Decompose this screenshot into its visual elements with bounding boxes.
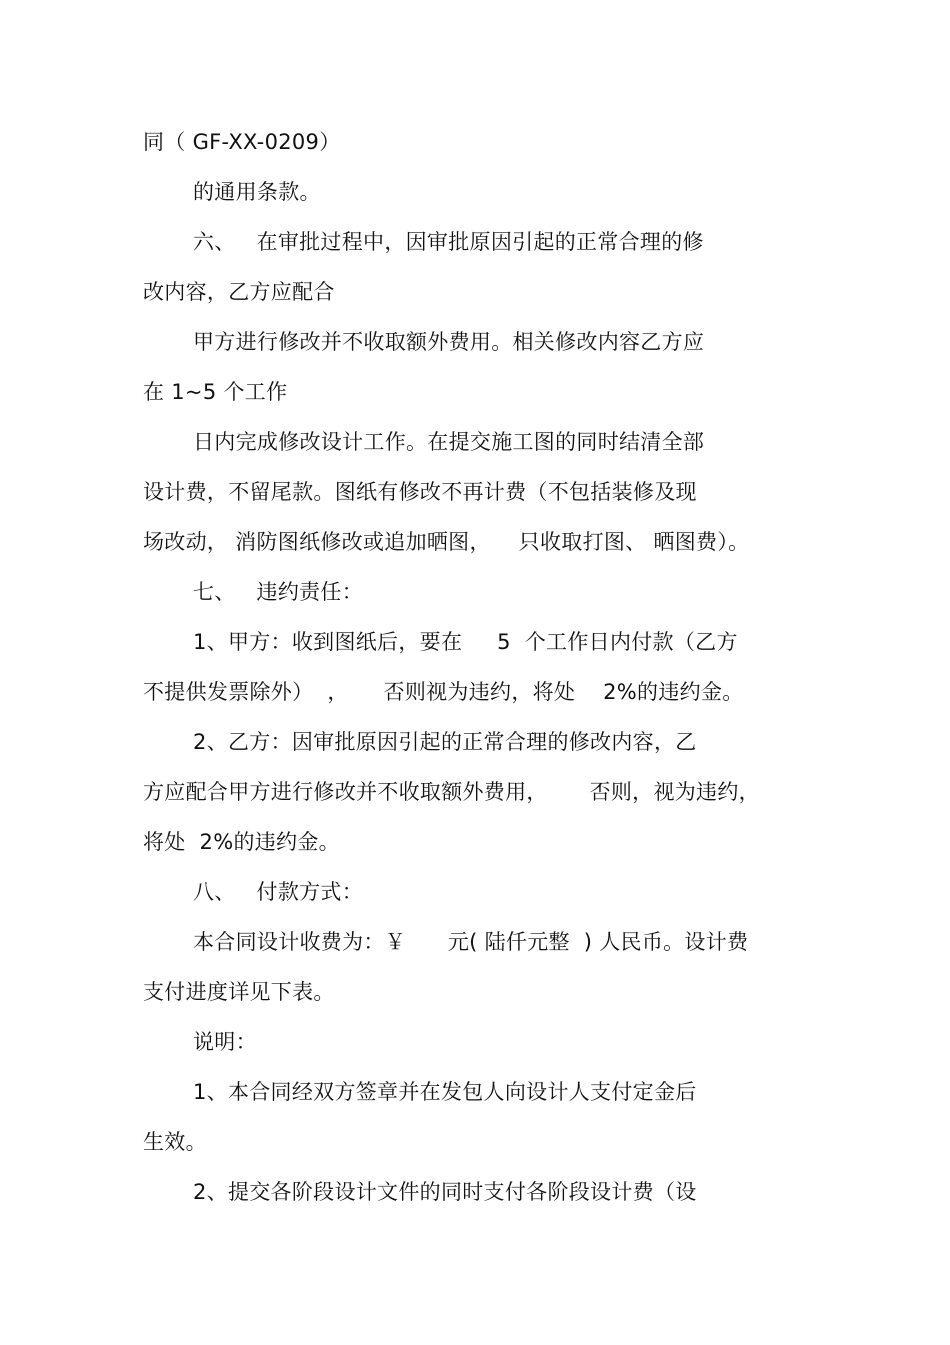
text-line: 设计费，不留尾款。图纸有修改不再计费（不包括装修及现	[143, 480, 697, 504]
text-line: 日内完成修改设计工作。在提交施工图的同时结清全部	[193, 430, 705, 454]
text-line: 方应配合甲方进行修改并不收取额外费用， 否则，视为违约，	[143, 780, 760, 804]
text-line: 同（ GF-XX-0209）	[143, 130, 341, 154]
text-line: 场改动， 消防图纸修改或追加晒图， 只收取打图、 晒图费）。	[143, 530, 750, 554]
section-heading-7: 七、 违约责任：	[193, 580, 364, 604]
text-line: 在 1~5 个工作	[143, 380, 288, 404]
section-heading-8: 八、 付款方式：	[193, 880, 364, 904]
text-line: 的通用条款。	[193, 180, 321, 204]
text-line: 甲方进行修改并不收取额外费用。相关修改内容乙方应	[193, 330, 705, 354]
notes-heading: 说明：	[193, 1030, 257, 1054]
text-line: 支付进度详见下表。	[143, 980, 335, 1004]
note-item-1: 1、本合同经双方签章并在发包人向设计人支付定金后	[193, 1080, 697, 1104]
clause-party-a: 1、甲方：收到图纸后，要在 5 个工作日内付款（乙方	[193, 630, 738, 654]
clause-party-b: 2、乙方：因审批原因引起的正常合理的修改内容，乙	[193, 730, 697, 754]
text-line: 生效。	[143, 1130, 207, 1154]
text-line: 不提供发票除外） ， 否则视为违约，将处 2%的违约金。	[143, 680, 744, 704]
section-heading-6: 六、 在审批过程中，因审批原因引起的正常合理的修	[193, 230, 704, 254]
text-line: 改内容，乙方应配合	[143, 280, 335, 304]
note-item-2: 2、提交各阶段设计文件的同时支付各阶段设计费（设	[193, 1180, 697, 1204]
fee-statement: 本合同设计收费为：￥ 元( 陆仟元整 ) 人民币。设计费	[193, 930, 749, 954]
text-line: 将处 2%的违约金。	[143, 830, 340, 854]
